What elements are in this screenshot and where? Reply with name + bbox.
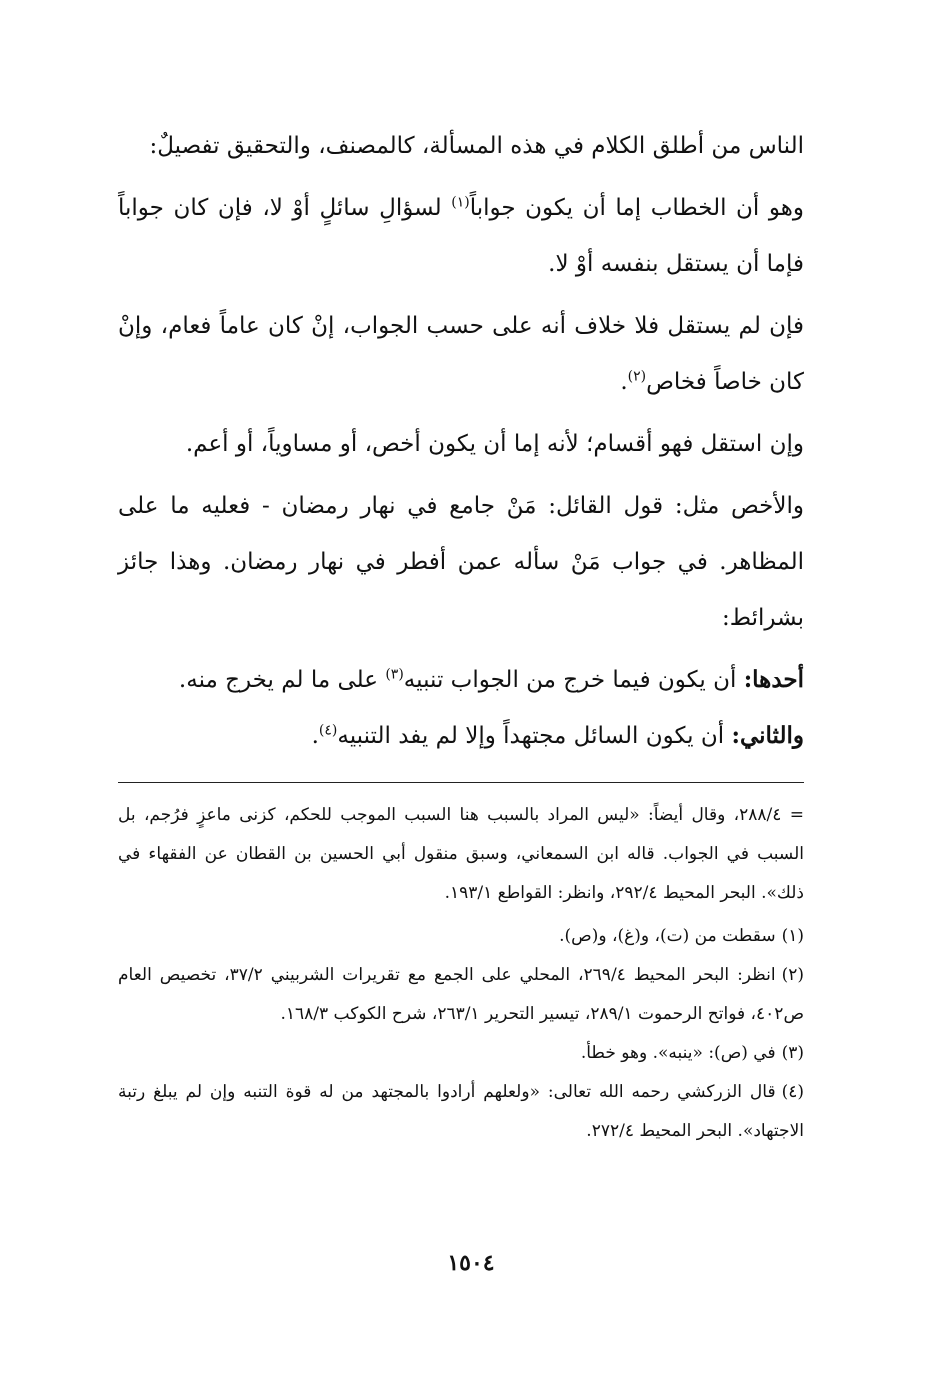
paragraph-3-text-a: فإن لم يستقل فلا خلاف أنه على حسب الجواب، إنْ كان عاماً فعام، وإنْ كان خاصاً فخاص xyxy=(118,313,804,395)
footnote-3-text: في (ص): «ينبه». وهو خطأ. xyxy=(580,1043,776,1063)
footnote-4-text: قال الزركشي رحمه الله تعالى: «ولعلهم أرادوا بالمجتهد من له قوة التنبه وإن لم يبلغ رتبة الاجتهاد». البحر المحيط ٢٧٢/٤. xyxy=(118,1082,804,1141)
paragraph-1 xyxy=(118,118,804,174)
footnotes xyxy=(118,796,804,1151)
condition-first-label: أحدها: xyxy=(743,666,804,693)
footnote-1-text: سقطت من (ت)، و(غ)، و(ص). xyxy=(559,926,776,946)
footnote-4-number: (٤) xyxy=(781,1082,804,1102)
footnote-2-number: (٢) xyxy=(781,965,805,985)
footnote-3-number: (٣) xyxy=(781,1043,804,1063)
paragraph-2-text-b: لسؤالِ سائلٍ أوْ لا، فإن كان جواباً فإما أن يستقل بنفسه أوْ لا. xyxy=(118,195,804,277)
paragraph-3-text-b: . xyxy=(620,369,628,395)
footnote-continued xyxy=(118,796,804,913)
paragraph-7 xyxy=(118,708,804,764)
paragraph-5 xyxy=(118,478,804,646)
paragraph-4 xyxy=(118,416,804,472)
footnote-1-number: (١) xyxy=(781,926,804,946)
paragraph-7-text-a: أن يكون السائل مجتهداً وإلا لم يفد التنبيه xyxy=(337,723,732,749)
paragraph-4-text: وإن استقل فهو أقسام؛ لأنه إما أن يكون أخص، أو مساوياً، أو أعم. xyxy=(185,431,804,457)
footnote-2 xyxy=(118,956,804,1034)
paragraph-6-text-b: على ما لم يخرج منه. xyxy=(178,667,386,693)
paragraph-5-text: والأخص مثل: قول القائل: مَنْ جامع في نهار رمضان - فعليه ما على المظاهر. في جواب مَنْ سأله عمن أفطر في نهار رمضان. وهذا جائز بشرائط: xyxy=(118,493,804,631)
footnote-ref-4[interactable]: (٤) xyxy=(318,722,338,739)
page-number: ١٥٠٤ xyxy=(447,1250,495,1276)
paragraph-6-text-a: أن يكون فيما خرج من الجواب تنبيه xyxy=(403,667,744,693)
footnote-2-text: انظر: البحر المحيط ٢٦٩/٤، المحلي على الجمع مع تقريرات الشربيني ٣٧/٢، تخصيص العام ص٤٠٢، فواتح الرحموت ٢٨٩/١، تيسير التحرير ٢٦٣/١، شرح الكوكب ١٦٨/٣. xyxy=(118,965,804,1024)
paragraph-6 xyxy=(118,652,804,708)
paragraph-2 xyxy=(118,180,804,292)
paragraph-2-text-a: وهو أن الخطاب إما أن يكون جواباً xyxy=(469,195,804,221)
footnote-divider xyxy=(118,782,804,783)
condition-second-label: والثاني: xyxy=(731,722,804,749)
footnote-1 xyxy=(118,917,804,956)
footnote-3 xyxy=(118,1034,804,1073)
paragraph-3 xyxy=(118,298,804,410)
footnote-continued-text: = ٢٨٨/٤، وقال أيضاً: «ليس المراد بالسبب هنا السبب الموجب للحكم، كزنى ماعزٍ فرُجم، بل السبب في الجواب. قاله ابن السمعاني، وسبق منقول أبي الحسين بن القطان عن الفقهاء في ذلك». البحر المحيط ٢٩٢/٤، وانظر: القواطع ١٩٣/١. xyxy=(118,805,805,903)
paragraph-1-text: الناس من أطلق الكلام في هذه المسألة، كالمصنف، والتحقيق تفصيلٌ: xyxy=(149,133,804,159)
paragraph-7-text-b: . xyxy=(311,723,319,749)
footnote-4 xyxy=(118,1073,804,1151)
footnote-ref-3[interactable]: (٣) xyxy=(385,666,404,683)
footnote-ref-1[interactable]: (١) xyxy=(451,194,470,211)
main-text xyxy=(118,118,804,764)
footnote-ref-2[interactable]: (٢) xyxy=(627,368,647,385)
